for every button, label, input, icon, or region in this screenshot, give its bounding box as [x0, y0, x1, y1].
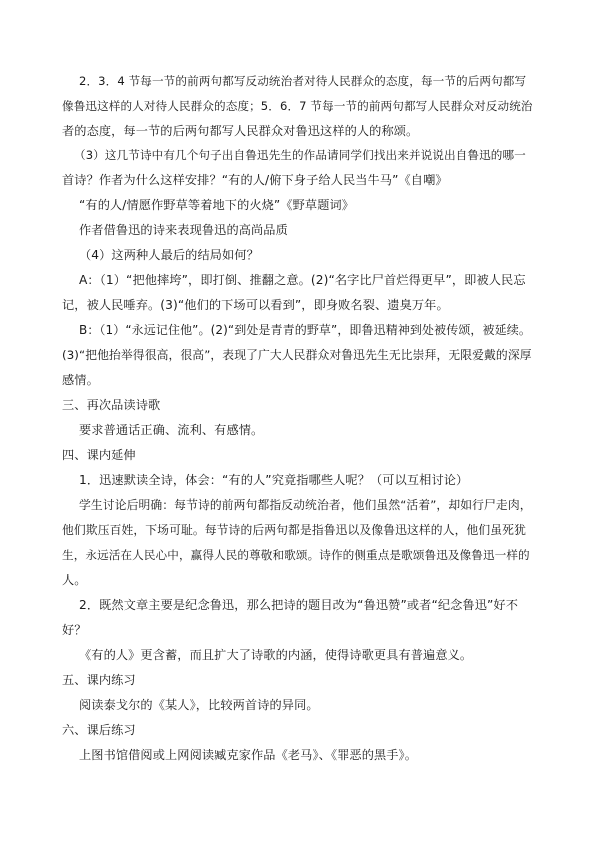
text-line: （3）这几节诗中有几个句子出自鲁迅先生的作品请同学们找出来并说说出自鲁迅的哪一: [74, 148, 526, 162]
section-heading: 四、课内延伸: [62, 448, 136, 462]
text-line: 学生讨论后明确：每节诗的前两句都指反动统治者，他们虽然“活着”，却如行尸走肉，: [79, 498, 532, 512]
text-line: 首诗？作者为什么这样安排？“有的人/俯下身子给人民当牛马”《自嘲》: [62, 173, 448, 187]
text-line: 记，被人民唾弃。(3)“他们的下场可以看到”，即身败名裂、遗臭万年。: [62, 298, 449, 312]
text-line: B：（1）“永远记住他”。(2)“到处是青青的野草”，即鲁迅精神到处被传颂，被延续。: [79, 323, 531, 337]
text-line: 阅读泰戈尔的《某人》，比较两首诗的异同。: [79, 698, 319, 712]
text-line: 生，永远活在人民心中，赢得人民的尊敬和歌颂。诗作的侧重点是歌颂鲁迅及像鲁迅一样的: [62, 548, 530, 562]
text-line: 2．既然文章主要是纪念鲁迅，那么把诗的题目改为“鲁迅赞”或者“纪念鲁迅”好不: [79, 598, 518, 612]
text-line: “有的人/情愿作野草等着地下的火烧”《野草题词》: [79, 198, 355, 212]
text-line: (3)“把他抬举得很高，很高”，表现了广大人民群众对鲁迅先生无比崇拜，无限爱戴的深厚: [62, 348, 532, 362]
text-line: （4）这两种人最后的结局如何？: [79, 248, 259, 262]
text-line: 感情。: [62, 373, 99, 387]
text-line: 1．迅速默读全诗，体会：“有的人”究竟指哪些人呢？（可以互相讨论）: [79, 473, 469, 487]
text-line: A：（1）“把他摔垮”，即打倒、推翻之意。(2)“名字比尸首烂得更早”，即被人民忘: [79, 273, 526, 287]
text-line: 好？: [62, 623, 87, 637]
text-line: 者的态度，每一节的后两句都写人民群众对鲁迅这样的人的称颂。: [62, 124, 419, 138]
text-line: 他们欺压百姓，下场可耻。每节诗的后两句都是指鲁迅以及像鲁迅这样的人，他们虽死犹: [62, 523, 526, 537]
text-line: 要求普通话正确、流利、有感情。: [79, 423, 264, 437]
text-line: 2．3．4 节每一节的前两句都写反动统治者对待人民群众的态度，每一节的后两句都写: [79, 74, 527, 88]
text-line: 上图书馆借阅或上网阅读臧克家作品《老马》、《罪恶的黑手》。: [79, 748, 418, 762]
text-line: 《有的人》更含蓄，而且扩大了诗歌的内涵，使得诗歌更具有普遍意义。: [79, 648, 473, 662]
text-line: 像鲁迅这样的人对待人民群众的态度；5．6．7 节每一节的前两句都写人民群众对反动统治: [62, 99, 533, 113]
text-line: 人。: [62, 573, 87, 587]
section-heading: 六、课后练习: [62, 723, 136, 737]
text-line: 作者借鲁迅的诗来表现鲁迅的高尚品质: [79, 223, 288, 237]
section-heading: 三、再次品读诗歌: [62, 398, 161, 412]
section-heading: 五、课内练习: [62, 673, 136, 687]
